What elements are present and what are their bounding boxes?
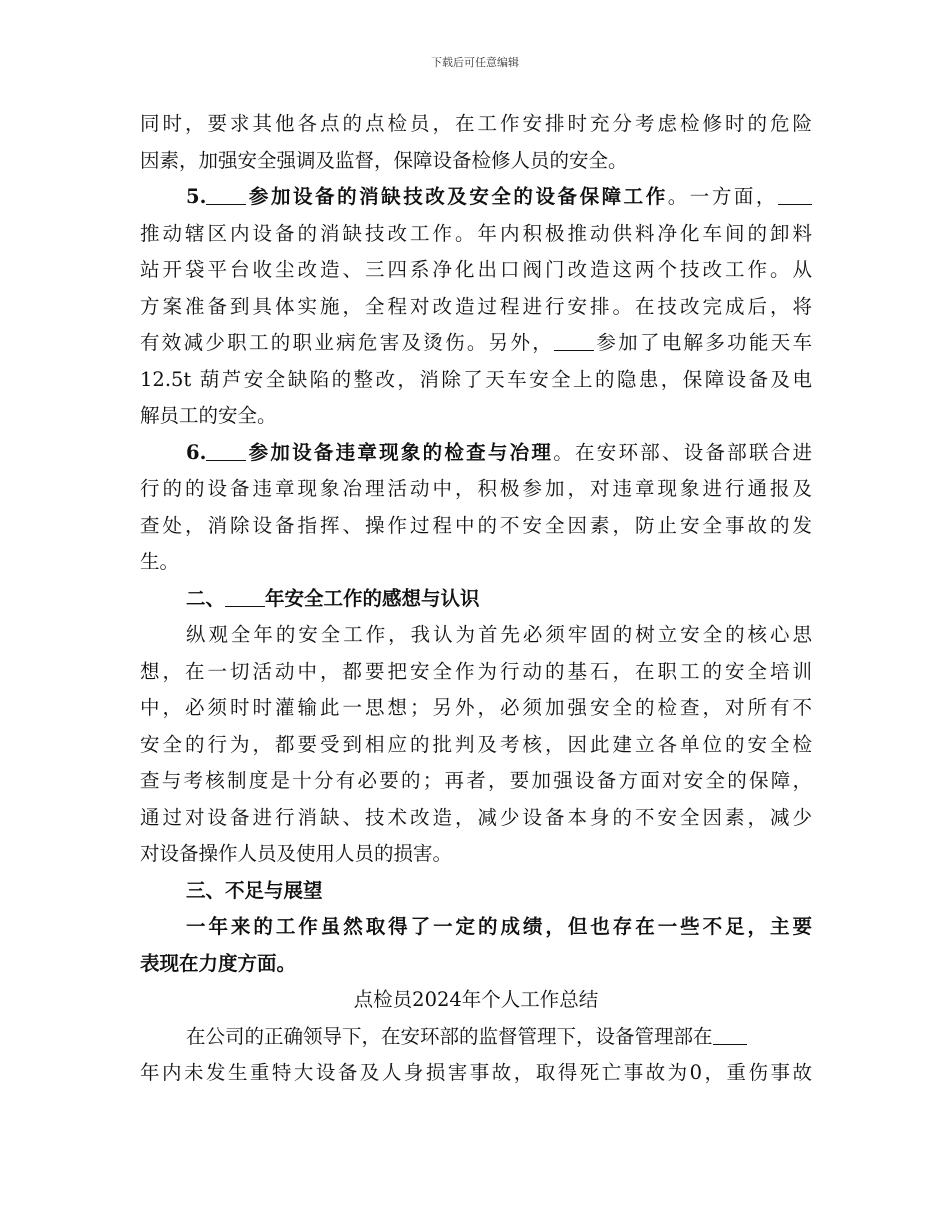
paragraph-line: 查处，消除设备指挥、操作过程中的不安全因素，防止安全事故的发 (140, 513, 812, 537)
blank-underline (554, 330, 594, 351)
paragraph-line: 同时，要求其他各点的点检员，在工作安排时充分考虑检修时的危险 (140, 112, 812, 135)
item-6-tail: 。在安环部、设备部联合进 (553, 440, 812, 464)
blank-underline (206, 440, 246, 461)
paragraph-line: 查与考核制度是十分有必要的；再者，要加强设备方面对安全的保障， (140, 769, 812, 792)
paragraph-line: 纵观全年的安全工作，我认为首先必须牢固的树立安全的核心思 (186, 623, 812, 646)
paragraph-line: 对设备操作人员及使用人员的损害。 (140, 842, 453, 865)
paragraph-text: 有效减少职工的职业病危害及烫伤。另外， (140, 331, 555, 354)
paragraph-line: 安全的行为，都要受到相应的批判及考核，因此建立各单位的安全检 (140, 732, 812, 756)
paragraph-line: 站开袋平台收尘改造、三四系净化出口阀门改造这两个技改工作。从 (140, 258, 812, 281)
paragraph-line: 解员工的安全。 (140, 404, 277, 427)
paragraph-line: 通过对设备进行消缺、技术改造，减少设备本身的不安全因素，减少 (140, 805, 812, 829)
item-5-number: 5. (186, 185, 207, 208)
paragraph-text: 在公司的正确领导下，在安环部的监督管理下，设备管理部在 (186, 1024, 713, 1048)
paragraph-line (140, 1019, 812, 1056)
item-5-heading-line (140, 179, 812, 216)
paragraph-line: 一年来的工作虽然取得了一定的成绩，但也存在一些不足，主要 (186, 915, 812, 938)
item-5-tail: 。一方面， (667, 185, 778, 208)
paragraph-line: 表现在力度方面。 (140, 951, 297, 975)
blank-underline (225, 586, 265, 607)
item-6-title: 参加设备违章现象的检查与冶理 (246, 440, 554, 464)
paragraph-line: 因素，加强安全强调及监督，保障设备检修人员的安全。 (140, 148, 628, 172)
paragraph-line (140, 325, 812, 362)
item-5-title: 参加设备的消缺技改及安全的设备保障工作 (246, 185, 668, 208)
blank-underline (206, 184, 246, 205)
item-6-number: 6. (186, 440, 207, 464)
page-header: 下载后可任意编辑 (431, 56, 519, 69)
document-body (140, 106, 812, 1092)
item-6-heading-line (140, 435, 812, 472)
paragraph-line: 生。 (140, 550, 180, 573)
paragraph-line: 中，必须时时灌输此一思想；另外，必须加强安全的检查，对所有不 (140, 696, 812, 719)
paragraph-line: 12.5t 葫芦安全缺陷的整改，消除了天车安全上的隐患，保障设备及电 (140, 367, 812, 391)
section-2-heading (140, 581, 812, 618)
section-2-title: 年安全工作的感想与认识 (265, 586, 480, 610)
blank-underline (778, 184, 812, 205)
document-title: 点检员2024年个人工作总结 (353, 988, 599, 1011)
paragraph-line: 年内未发生重特大设备及人身损害事故，取得死亡事故为0，重伤事故 (140, 1061, 812, 1084)
paragraph-line: 方案准备到具体实施，全程对改造过程进行安排。在技改完成后，将 (140, 294, 812, 318)
blank-underline (713, 1024, 747, 1045)
paragraph-line: 行的的设备违章现象冶理活动中，积极参加，对违章现象进行通报及 (140, 477, 812, 500)
paragraph-line: 想，在一切活动中，都要把安全作为行动的基石，在职工的安全培训 (140, 659, 812, 683)
paragraph-text: 参加了电解多功能天车 (594, 331, 812, 354)
section-2-number: 二、 (186, 586, 226, 610)
paragraph-line: 推动辖区内设备的消缺技改工作。年内积极推动供料净化车间的卸料 (140, 221, 812, 245)
section-3-heading: 三、不足与展望 (186, 878, 323, 902)
